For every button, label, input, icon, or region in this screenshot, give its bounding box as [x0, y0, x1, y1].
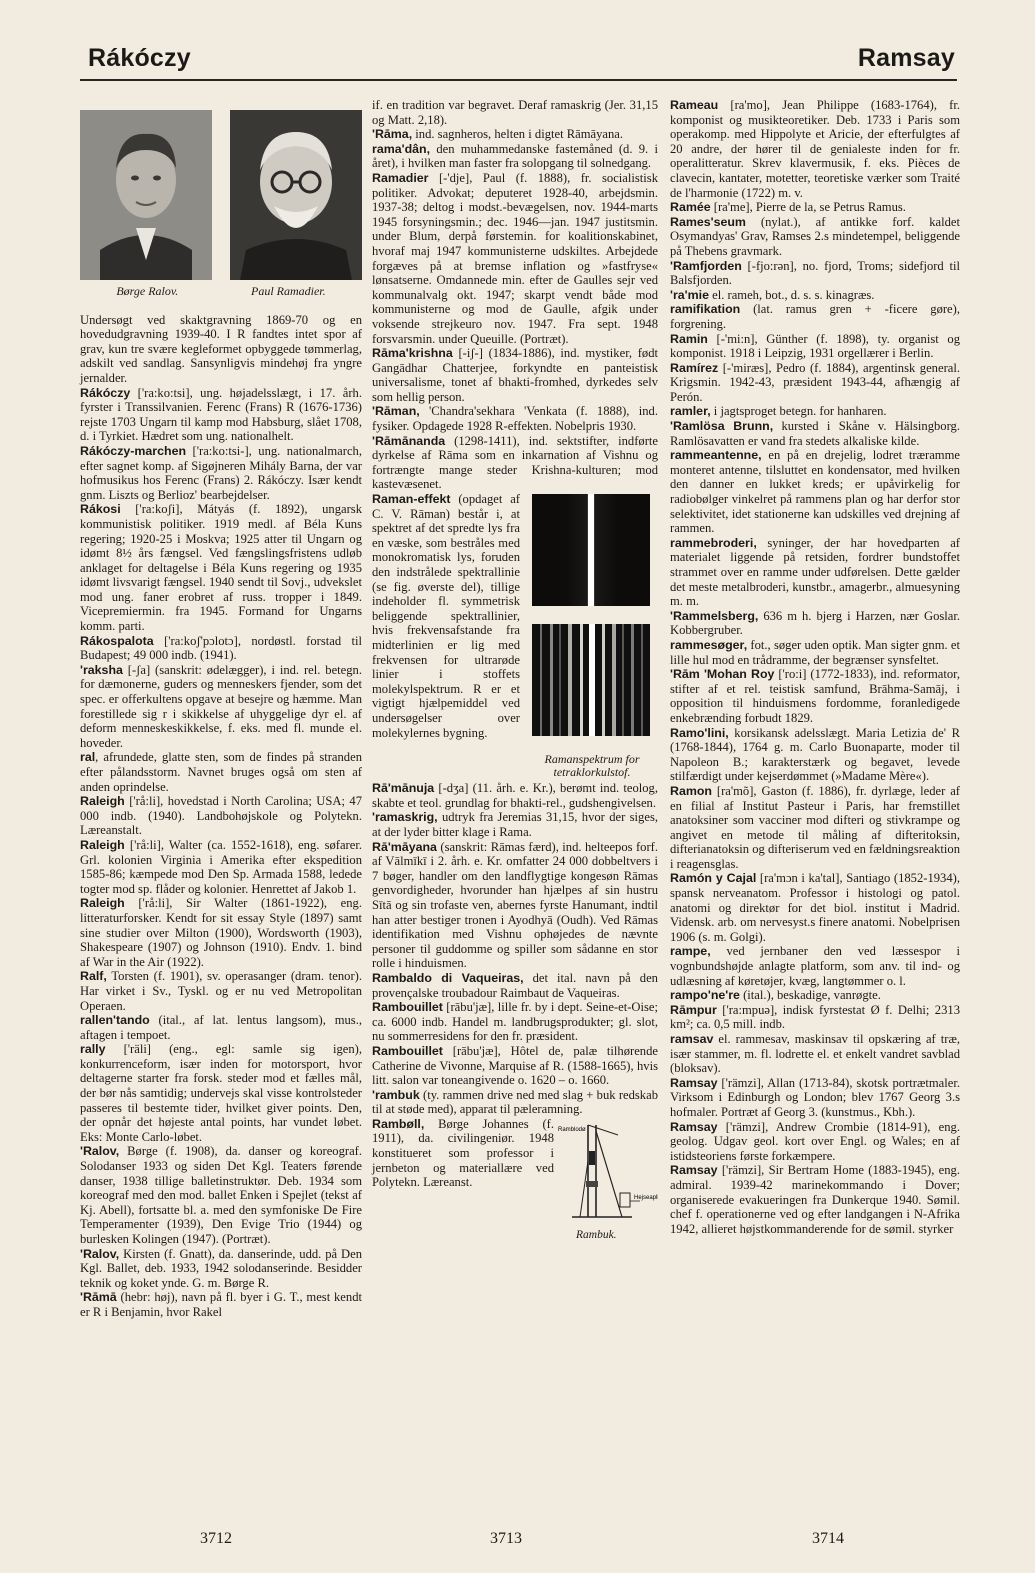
portrait-captions — [80, 284, 362, 299]
spectrum-caption: Ramanspektrum for tetraklorkulstof. — [544, 752, 640, 780]
spectrum-figure — [526, 494, 658, 779]
dictionary-entry — [80, 896, 362, 969]
portrait-ralov — [80, 110, 212, 280]
column-3 — [670, 98, 960, 1236]
dictionary-entry — [80, 1144, 362, 1246]
headword: Ramon — [670, 783, 712, 798]
dictionary-entry — [670, 536, 960, 609]
dictionary-entry — [670, 404, 960, 419]
definition: ['rämzi], Sir Bertram Home (1883-1945), eng. admiral. 1939-42 marinekommando i Dover; organiserede evakueringen fra Dunkerque 1940. Sømil. chef f. operationerne ved og efter landgangen i N-Afrika 1942, allieret højstkommanderende for de sømil. styrker — [670, 1163, 960, 1236]
dictionary-entry — [80, 313, 362, 386]
headword: Ramsay — [670, 1163, 718, 1178]
definition: ['rå:li], hovedstad i North Carolina; USA; 47 000 indb. (1940). Landbohøjskole og Polytekn. Læreanstalt. — [80, 794, 362, 838]
header-left-word: Rákóczy — [88, 44, 191, 72]
definition: (opdaget af C. V. Rāman) består i, at spektret af det spredte lys fra en væske, som bestråles med monokromatisk lys, foruden den indstrålede spektrallinie (se fig. øverste del), tillige indeholder fl. symmetrisk beliggende spektrallinier, hvis frekvensafstande fra midterlinien er lig med frekvensen for ultrarøde linier i stoffets molekylspektrum. R er et vigtigt hjælpemiddel ved undersøgelser over molekylernes bygning. — [372, 492, 520, 740]
headword: Ramírez — [670, 360, 719, 375]
headword: 'raksha — [80, 662, 123, 677]
headword: Rames'seum — [670, 214, 746, 229]
definition: [-'miræs], Pedro (f. 1884), argentinsk general. Krigsmin. 1942-43, præsident 1943-44, afhængig af Perón. — [670, 360, 960, 404]
headword: 'Rāmānanda — [372, 433, 446, 448]
dictionary-entry — [372, 434, 658, 492]
definition: [-fjo:rən], no. fjord, Troms; sidefjord til Balsfjorden. — [670, 258, 960, 288]
dictionary-entry — [670, 944, 960, 988]
definition: (lat. ramus gren + -ficere gøre), forgrening. — [670, 302, 960, 331]
header-right-word: Ramsay — [857, 44, 955, 72]
headword: 'ramaskrig, — [372, 810, 438, 825]
definition: (nylat.), af antikke forf. kaldet Osymandyas' Grav, Ramses 2.s mindetempel, beliggende på Thebens gravmark. — [670, 214, 960, 258]
headword: Rameau — [670, 98, 719, 112]
headword: Rambøll, — [372, 1116, 425, 1131]
dictionary-entry — [372, 404, 658, 433]
definition: fot., søger uden optik. Man sigter gnm. et lille hul mod en trådramme, der begrænser synsfeltet. — [670, 637, 960, 667]
definition: el. rammesav, maskinsav til opskæring af træ, især stammer, m. fl. lodrette el. et enkelt vandret savblad (bloksav). — [670, 1032, 960, 1076]
dictionary-entry — [670, 448, 960, 536]
dictionary-entry — [670, 332, 960, 361]
definition: ['ra:koʃi], Mátyás (f. 1892), ungarsk kommunistisk politiker. 1919 medl. af Béla Kuns regering; 1920-25 i Moskva; 1925 atter til Ungarn og idømt 8½ års fængsel. Ved fængslingsfristens udløb anklaget for deltagelse i Béla Kuns regering og 1935 idømt livsvarigt fængsel. 1940 sendt til Sovj., udvekslet mod ung. faner erobret af russ. tropper i 1849. Vicepremiermin. fra 1945. Formand for Ungarns komm. parti. — [80, 502, 362, 634]
dictionary-entry — [670, 609, 960, 638]
dictionary-entry — [80, 750, 362, 794]
headword: rama'dân, — [372, 141, 431, 156]
headword: 'rambuk — [372, 1087, 420, 1102]
definition: ved jernbaner den ved læssespor i vognbundshøjde anlagte platform, som anv. til ind- og udlæsning af køretøjer, kvæg, langtømmer o. l. — [670, 944, 960, 988]
headword: 'Rammelsberg, — [670, 608, 759, 623]
definition: [ra'mõ], Gaston (f. 1886), fr. dyrlæge, leder af en filial af Institut Pasteur i Paris, har fremstillet anatoksiner som vacciner mod difteri og stivkrampe og angivet en metode til måling af difteritoksin, difterianatoksin og difteriserum ved en fældningsreaktion i reagensglas. — [670, 783, 960, 871]
headword: 'Ramfjorden — [670, 258, 742, 273]
headword: Raleigh — [80, 837, 125, 852]
column-1 — [80, 98, 362, 1320]
dictionary-entry — [670, 200, 960, 215]
dictionary-entry — [670, 419, 960, 448]
definition: ['rämzi], Andrew Crombie (1814-91), eng. geolog. Udgav geol. kort over Engl. og Wales; en af istidsteoriens første forkæmpere. — [670, 1119, 960, 1163]
headword: Rāma'krishna — [372, 346, 453, 361]
dictionary-entry — [670, 988, 960, 1003]
definition: en på en drejelig, lodret træramme monteret antenne, tilsluttet en kondensator, med hvilken den danner en lukket kreds; er upåvirkelig for radiobølger vinkelret på rammens plan og har derfor stor selektivitet, idet stationerne kan udskilles ved drejning af rammen. — [670, 448, 960, 536]
dictionary-entry — [80, 663, 362, 751]
dictionary-entry — [80, 634, 362, 663]
headword: Rambouillet — [372, 1000, 443, 1015]
headword: 'Ralov, — [80, 1246, 120, 1261]
dictionary-entry — [372, 127, 658, 142]
headword: 'Rām 'Mohan Roy — [670, 667, 775, 682]
headword: Rambouillet — [372, 1043, 443, 1058]
headword: rampo'ne're — [670, 988, 740, 1003]
portrait-row — [80, 110, 362, 280]
definition: ['ra:ko:tsi], ung. højadelsslægt, i 17. årh. fyrster i Transsilvanien. Ferenc (Frans) R (1676-1736) rejste 1703 Ungarn til kamp mod Habsburg, slået 1708, d. i Tyrkiet. Hædret som ung. nationalhelt. — [80, 385, 362, 444]
dictionary-entry — [670, 302, 960, 331]
headword: 'Ralov, — [80, 1144, 120, 1159]
dictionary-entry — [670, 784, 960, 872]
caption-ralov: Børge Ralov. — [116, 284, 179, 298]
definition: ['rå:li], Sir Walter (1861-1922), eng. litteraturforsker. Kendt for sit essay Style (1897) samt sine studier over Milton (1900), Wordsworth (1903), Shakespeare (1907) og Johnson (1910). Endv. 1. bind af War in the Air (1922). — [80, 896, 362, 969]
column-3-entries — [670, 98, 960, 1236]
column-2 — [372, 98, 658, 1243]
dictionary-entry — [670, 361, 960, 405]
headword: 'ra'mie — [670, 287, 709, 302]
headword: Ramin — [670, 331, 708, 346]
headword: Raleigh — [80, 794, 125, 809]
dictionary-entry — [670, 638, 960, 667]
dictionary-entry — [670, 726, 960, 784]
dictionary-entry — [80, 794, 362, 838]
dictionary-entry — [372, 142, 658, 171]
dictionary-entry — [80, 969, 362, 1013]
dictionary-entry — [670, 1163, 960, 1236]
dictionary-entry — [670, 667, 960, 725]
label-hejseapparat: Hejseapll — [634, 1194, 658, 1201]
definition: ['ra:koʃ'pɔlotɔ], nordøstl. forstad til Budapest; 49 000 indb. (1941). — [80, 633, 362, 663]
headword: rally — [80, 1042, 106, 1057]
portrait-ramadier — [230, 110, 362, 280]
headword: Ralf, — [80, 969, 107, 984]
definition: 'Chandra'sekhara 'Venkata (f. 1888), ind. fysiker. Opdagede 1928 R-effekten. Nobelpris 1930. — [372, 404, 658, 434]
dictionary-entry — [372, 971, 658, 1000]
definition: det ital. navn på den provençalske troubadour Raimbaut de Vaqueiras. — [372, 970, 658, 1000]
definition: Torsten (f. 1901), sv. operasanger (dram. tenor). Har virket i Sv., Tyskl. og er nu ved Metropolitan Operaen. — [80, 969, 362, 1013]
definition: 636 m h. bjerg i Harzen, nær Goslar. Kobbergruber. — [670, 608, 960, 638]
definition: ['rämzi], Allan (1713-84), skotsk portrætmaler. Virksom i Edinburgh og London; blev 1767 Georg 3.s hofmaler. Portræt af Georg 3. (kunstmus., Kbh.). — [670, 1075, 960, 1119]
column-2-entries-b — [372, 781, 658, 1087]
definition: i jagtsproget betegn. for hanharen. — [710, 404, 887, 419]
definition: [rābu'jæ], lille fr. by i dept. Seine-et-Oise; ca. 6000 indb. Handel m. landbrugsprodukter; gl. slot, nu sommerresidens for den fr. præsident. — [372, 1000, 658, 1044]
dictionary-entry — [372, 1044, 658, 1088]
dictionary-entry — [372, 1000, 658, 1044]
dictionary-entry — [80, 1013, 362, 1042]
spectrum-image-bottom — [532, 624, 650, 736]
headword: Rā'māyana — [372, 839, 437, 854]
dictionary-entry — [80, 1290, 362, 1319]
definition: (ty. rammen drive ned med slag + buk redskab til at støde med), apparat til pæleramning. — [372, 1087, 658, 1117]
definition: (ital.), beskadige, vanrøgte. — [739, 988, 881, 1003]
definition: el. rameh, bot., d. s. s. kinagræs. — [708, 287, 875, 302]
definition: [-'dje], Paul (f. 1888), fr. socialistisk politiker. Advokat; deputeret 1928-40, arbejdsmin. 1937-38; deltog i modst.-bevægelsen, nov. 1944-marts 1945 forsyningsmin.; dec. 1946—jan. 1947 justitsmin. under Blum, derpå førstemin. for koalitionskabinet, hvoraf maj 1947 kommunisterne udskiltes. Arbejdede forgæves på at bremse inflation og »fastfryse« lønsatserne. Omdannede min. efter de Gaulles sejr ved kommunalvalg okt. 1947; skarpt vendt både mod kommunisterne og mod de Gaulle, afgik under voksende strejkeuro nov. 1947. Fra sept. 1948 forsvarsmin. under Queuille. (Portræt). — [372, 170, 658, 346]
headword: Rákóczy — [80, 385, 131, 400]
definition: [-iʃ-] (1834-1886), ind. mystiker, født Gangādhar Chatterjee, forkyndte en panteistisk universalisme, tonet af bhakti-fromhed, dyrkedes selv som hellig person. — [372, 346, 658, 404]
headword: 'Rāmā — [80, 1290, 117, 1305]
headword: ral — [80, 750, 96, 765]
definition: , afrundede, glatte sten, som de findes på stranden efter pålandsstorm. Navnet bruges også om sten af anden oprindelse. — [80, 750, 362, 794]
dictionary-entry — [80, 444, 362, 502]
headword: rammeantenne, — [670, 448, 762, 463]
dictionary-entry — [372, 781, 658, 810]
definition: ['ro:i] (1772-1833), ind. reformator, stifter af et rel. teistisk samfund, Brāhma-Samāj, i opposition til hinduismens fordomme, foranledigede enkebrænding forbudt 1829. — [670, 667, 960, 725]
definition: korsikansk adelsslægt. Maria Letizia de' R (1768-1844), 1764 g. m. Carlo Buonaparte, moder til Napoleon B.; karakterstærk og begavet, levede stilfærdigt under kejserdømmet (»Madame Mère«). — [670, 725, 960, 784]
definition: [ra'mo], Jean Philippe (1683-1764), fr. komponist og musikteoretiker. Deb. 1733 i Paris som operakomp. med Hippolyte et Aricie, der efterfulgtes af 20 andre, der hører til de genialeste inden for fr. operalitteratur. Skrev klavermusik, f. eks. Pièces de clavecin, kantater, motetter, teoretiske værker som Traité de l'harmonie (1722) m. v. — [670, 98, 960, 200]
definition: Kirsten (f. Gnatt), da. danserinde, udd. på Den Kgl. Ballet, deb. 1933, 1942 solodanserinde. Besidder teknik og koket ynde. G. m. Børge R. — [80, 1246, 362, 1290]
definition: Undersøgt ved skaktgravning 1869-70 og en hovedudgravning 1939-40. I R fandtes intet spor af grav, kun tre svære kegleformet opbyggede tømmerlag, adskilt ved sandlag. Sansynligvis mindehøj fra yngre jernalder. — [80, 312, 362, 385]
entry-rambuk — [372, 1088, 658, 1117]
dictionary-entry — [670, 1003, 960, 1032]
headword: rampe, — [670, 944, 711, 959]
dictionary-entry — [670, 98, 960, 200]
dictionary-entry — [372, 171, 658, 346]
spectrum-image-top — [532, 494, 650, 606]
dictionary-entry — [80, 386, 362, 444]
dictionary-entry — [80, 838, 362, 896]
dictionary-entry — [670, 215, 960, 259]
headword: Ramón y Cajal — [670, 871, 757, 886]
page-number-left: 3712 — [200, 1530, 232, 1547]
dictionary-entry — [372, 98, 658, 127]
label-ramblod: Ramblodø — [558, 1126, 586, 1133]
column-2-entries-a — [372, 98, 658, 492]
definition: [-dʒa] (11. årh. e. Kr.), berømt ind. teolog, skabte et teol. grundlag for bhakti-rel., gudshengivelsen. — [372, 781, 658, 810]
definition: (ital., af lat. lentus langsom), mus., aftagen i tempoet. — [80, 1013, 362, 1042]
dictionary-entry — [80, 502, 362, 633]
definition: (1298-1411), ind. sektstifter, indførte dyrkelse af Rāma som en inkarnation af Vishnu og fortrængte mange steder Krishna-kulturen; mod kastevæsenet. — [372, 433, 658, 492]
definition: kursted i Skåne v. Hälsingborg. Ramlösavatten er vand fra stedets alkaliske kilde. — [670, 419, 960, 448]
definition: Børge (f. 1908), da. danser og koreograf. Solodanser 1933 og siden Det Kgl. Teaters førende danser, 1938 tillige balletinstruktør. Deb. 1934 som koreograf med den mod. ballet Enken i Spejlet (tekst af Kj. Abell), fortsatte bl. a. med den symfoniske De Fire Temperamenter (1939), Den Evige Trio (1944) og burlesken Kolingen (1947). (Portræt). — [80, 1144, 362, 1246]
dictionary-entry — [670, 288, 960, 303]
definition: ['räli] (eng., egl: samle sig igen), konkurrenceform, især inden for motorsport, hvor deltagerne starter fra forsk. steder mod et fælles mål, der bør nås samtidig; undervejs skal visse kontrolsteder passeres til bestemte tider, hvilket giver points. Den, der opnår det højeste antal points, har vundet løbet. Eks: Monte Carlo-løbet. — [80, 1042, 362, 1144]
caption-ramadier: Paul Ramadier. — [250, 284, 326, 298]
definition: [ra'me], Pierre de la, se Petrus Ramus. — [710, 200, 906, 215]
headword: 'Ramlösa Brunn, — [670, 419, 774, 434]
definition: udtryk fra Jeremias 31,15, hvor der siges, at der lyder bitter klage i Rama. — [372, 810, 658, 839]
headword: Rambaldo di Vaqueiras, — [372, 970, 524, 985]
column-1-entries — [80, 313, 362, 1320]
headword: Ramo'lini, — [670, 725, 729, 740]
headword: rammebroderi, — [670, 535, 757, 550]
headword: Ramsay — [670, 1075, 718, 1090]
definition: [ra'mɔn i ka'tal], Santiago (1852-1934), spansk nerveanatom. Professor i histologi og patol. anatomi og direktør for det biol. institut i Madrid. Vidensk. arb. om nervesyst.s finere anatomi. Nobelprisen 1906 (s. m. Golgi). — [670, 871, 960, 944]
definition: ind. sagnheros, helten i digtet Rāmāyana. — [412, 127, 624, 142]
dictionary-entry — [80, 1247, 362, 1291]
headword: Ramée — [670, 200, 711, 215]
headword: 'Rāman, — [372, 404, 420, 419]
definition: ['rå:li], Walter (ca. 1552-1618), eng. søfarer. Grl. kolonien Virginia i Amerika efter ekspedition 1585-86; kæmpede mod Den Sp. Armada 1588, ledede togter mod sp. flåder og kolonier. Henrettet af Jakob 1. — [80, 837, 362, 896]
definition: (hebr: høj), navn på fl. byer i G. T., mest kendt er R i Benjamin, hvor Rakel — [80, 1290, 362, 1319]
definition: [-ʃa] (sanskrit: ødelægger), i ind. rel. betegn. for dæmonerne, guders og menneskers fjender, som det spec. er offerkultens opgave at besejre og hæmme. Man forestillede sig r i skikkelse af uhyggelige dyr el. af deform menneskeskikkelse, f. eks. med fl. munde el. hoveder. — [80, 662, 362, 750]
headword: Rákospalota — [80, 633, 154, 648]
dictionary-entry — [80, 1042, 362, 1144]
headword: rammesøger, — [670, 637, 748, 652]
definition: [rābu'jæ], Hôtel de, palæ tilhørende Catherine de Vivonne, Marquise af R. (1588-1665), hvis litt. salon var toneangivende o. 1620 – o. 1660. — [372, 1043, 658, 1088]
header-rule — [80, 79, 957, 81]
dictionary-entry — [372, 810, 658, 839]
page-number-middle: 3713 — [490, 1530, 522, 1547]
dictionary-entry — [670, 1076, 960, 1120]
headword: ramsav — [670, 1032, 714, 1046]
rambuk-figure — [558, 1121, 658, 1241]
headword: Rāmpur — [670, 1002, 717, 1017]
headword: 'Rāma, — [372, 127, 413, 142]
headword: Raleigh — [80, 896, 125, 911]
definition: Børge Johannes (f. 1911), da. civilingeniør. 1948 konstitueret som professor i jernbeton og materiallære ved Polytekn. Læreanst. — [372, 1116, 554, 1190]
dictionary-entry — [670, 1032, 960, 1076]
definition: ['ra:mpuə], indisk fyrstestat Ø f. Delhi; 2313 km²; ca. 0,5 mill. indb. — [670, 1002, 960, 1032]
dictionary-entry — [670, 871, 960, 944]
definition: syninger, der har hovedparten af materialet liggende på retsiden, fordrer bundstoffet strammet over en ramme under udførelsen. Dette gælder det meste metalbroderi, kunstbr., amagerbr., almuesyning m. m. — [670, 535, 960, 609]
headword: rallen'tando — [80, 1013, 150, 1028]
page-number-right: 3714 — [812, 1530, 844, 1547]
definition: if. en tradition var begravet. Deraf ramaskrig (Jer. 31,15 og Matt. 2,18). — [372, 98, 658, 127]
dictionary-entry — [372, 346, 658, 404]
pile-driver-drawing — [558, 1121, 658, 1231]
definition: [-'mi:n], Günther (f. 1898), ty. organist og komponist. 1918 i Leipzig, 1931 orgellærer i Berlin. — [670, 331, 960, 361]
raman-effect-block — [372, 492, 658, 781]
definition: (sanskrit: Rāmas færd), ind. helteepos forf. af Vālmīkī i 2. årh. e. Kr. omfatter 24 000 dobbeltvers i 7 bøger, handler om den landflygtige kongesøn Rāmas genvordigheder, hvorunder han hjælpes af sin hustru Sītā og sin trofaste ven, abernes fyrste Hanumant, indtil han atter bestiger tronen i Ayodhyā (Oudh). Ved Rāmas identifikation med Vishnu ophøjedes de nævnte personer til guddomme og spiller som sådanne en stor rolle i hinduismen. — [372, 839, 658, 971]
definition: den muhammedanske fastemåned (d. 9. i året), i hvilken man faster fra solopgang til solnedgang. — [372, 141, 658, 171]
headword: Rā'mānuja — [372, 781, 435, 796]
headword: Ramadier — [372, 170, 429, 185]
headword: Rákóczy-marchen — [80, 443, 187, 458]
rambuk-caption: Rambuk. — [576, 1229, 617, 1242]
definition: ['ra:ko:tsi-], ung. nationalmarch, efter sagnet komp. af Sigøjneren Mihály Barna, der var hofmusikus hos Ferenc (Frans) 2. Rákóczy. Især kendt gnm. Liszts og Berlioz' bearbejdelser. — [80, 443, 362, 502]
dictionary-entry — [670, 259, 960, 288]
dictionary-entry — [372, 840, 658, 971]
headword: Raman-effekt — [372, 492, 451, 507]
headword: ramifikation — [670, 302, 741, 317]
headword: Rákosi — [80, 502, 121, 517]
headword: ramler, — [670, 404, 711, 419]
headword: Ramsay — [670, 1119, 718, 1134]
dictionary-entry — [670, 1120, 960, 1164]
